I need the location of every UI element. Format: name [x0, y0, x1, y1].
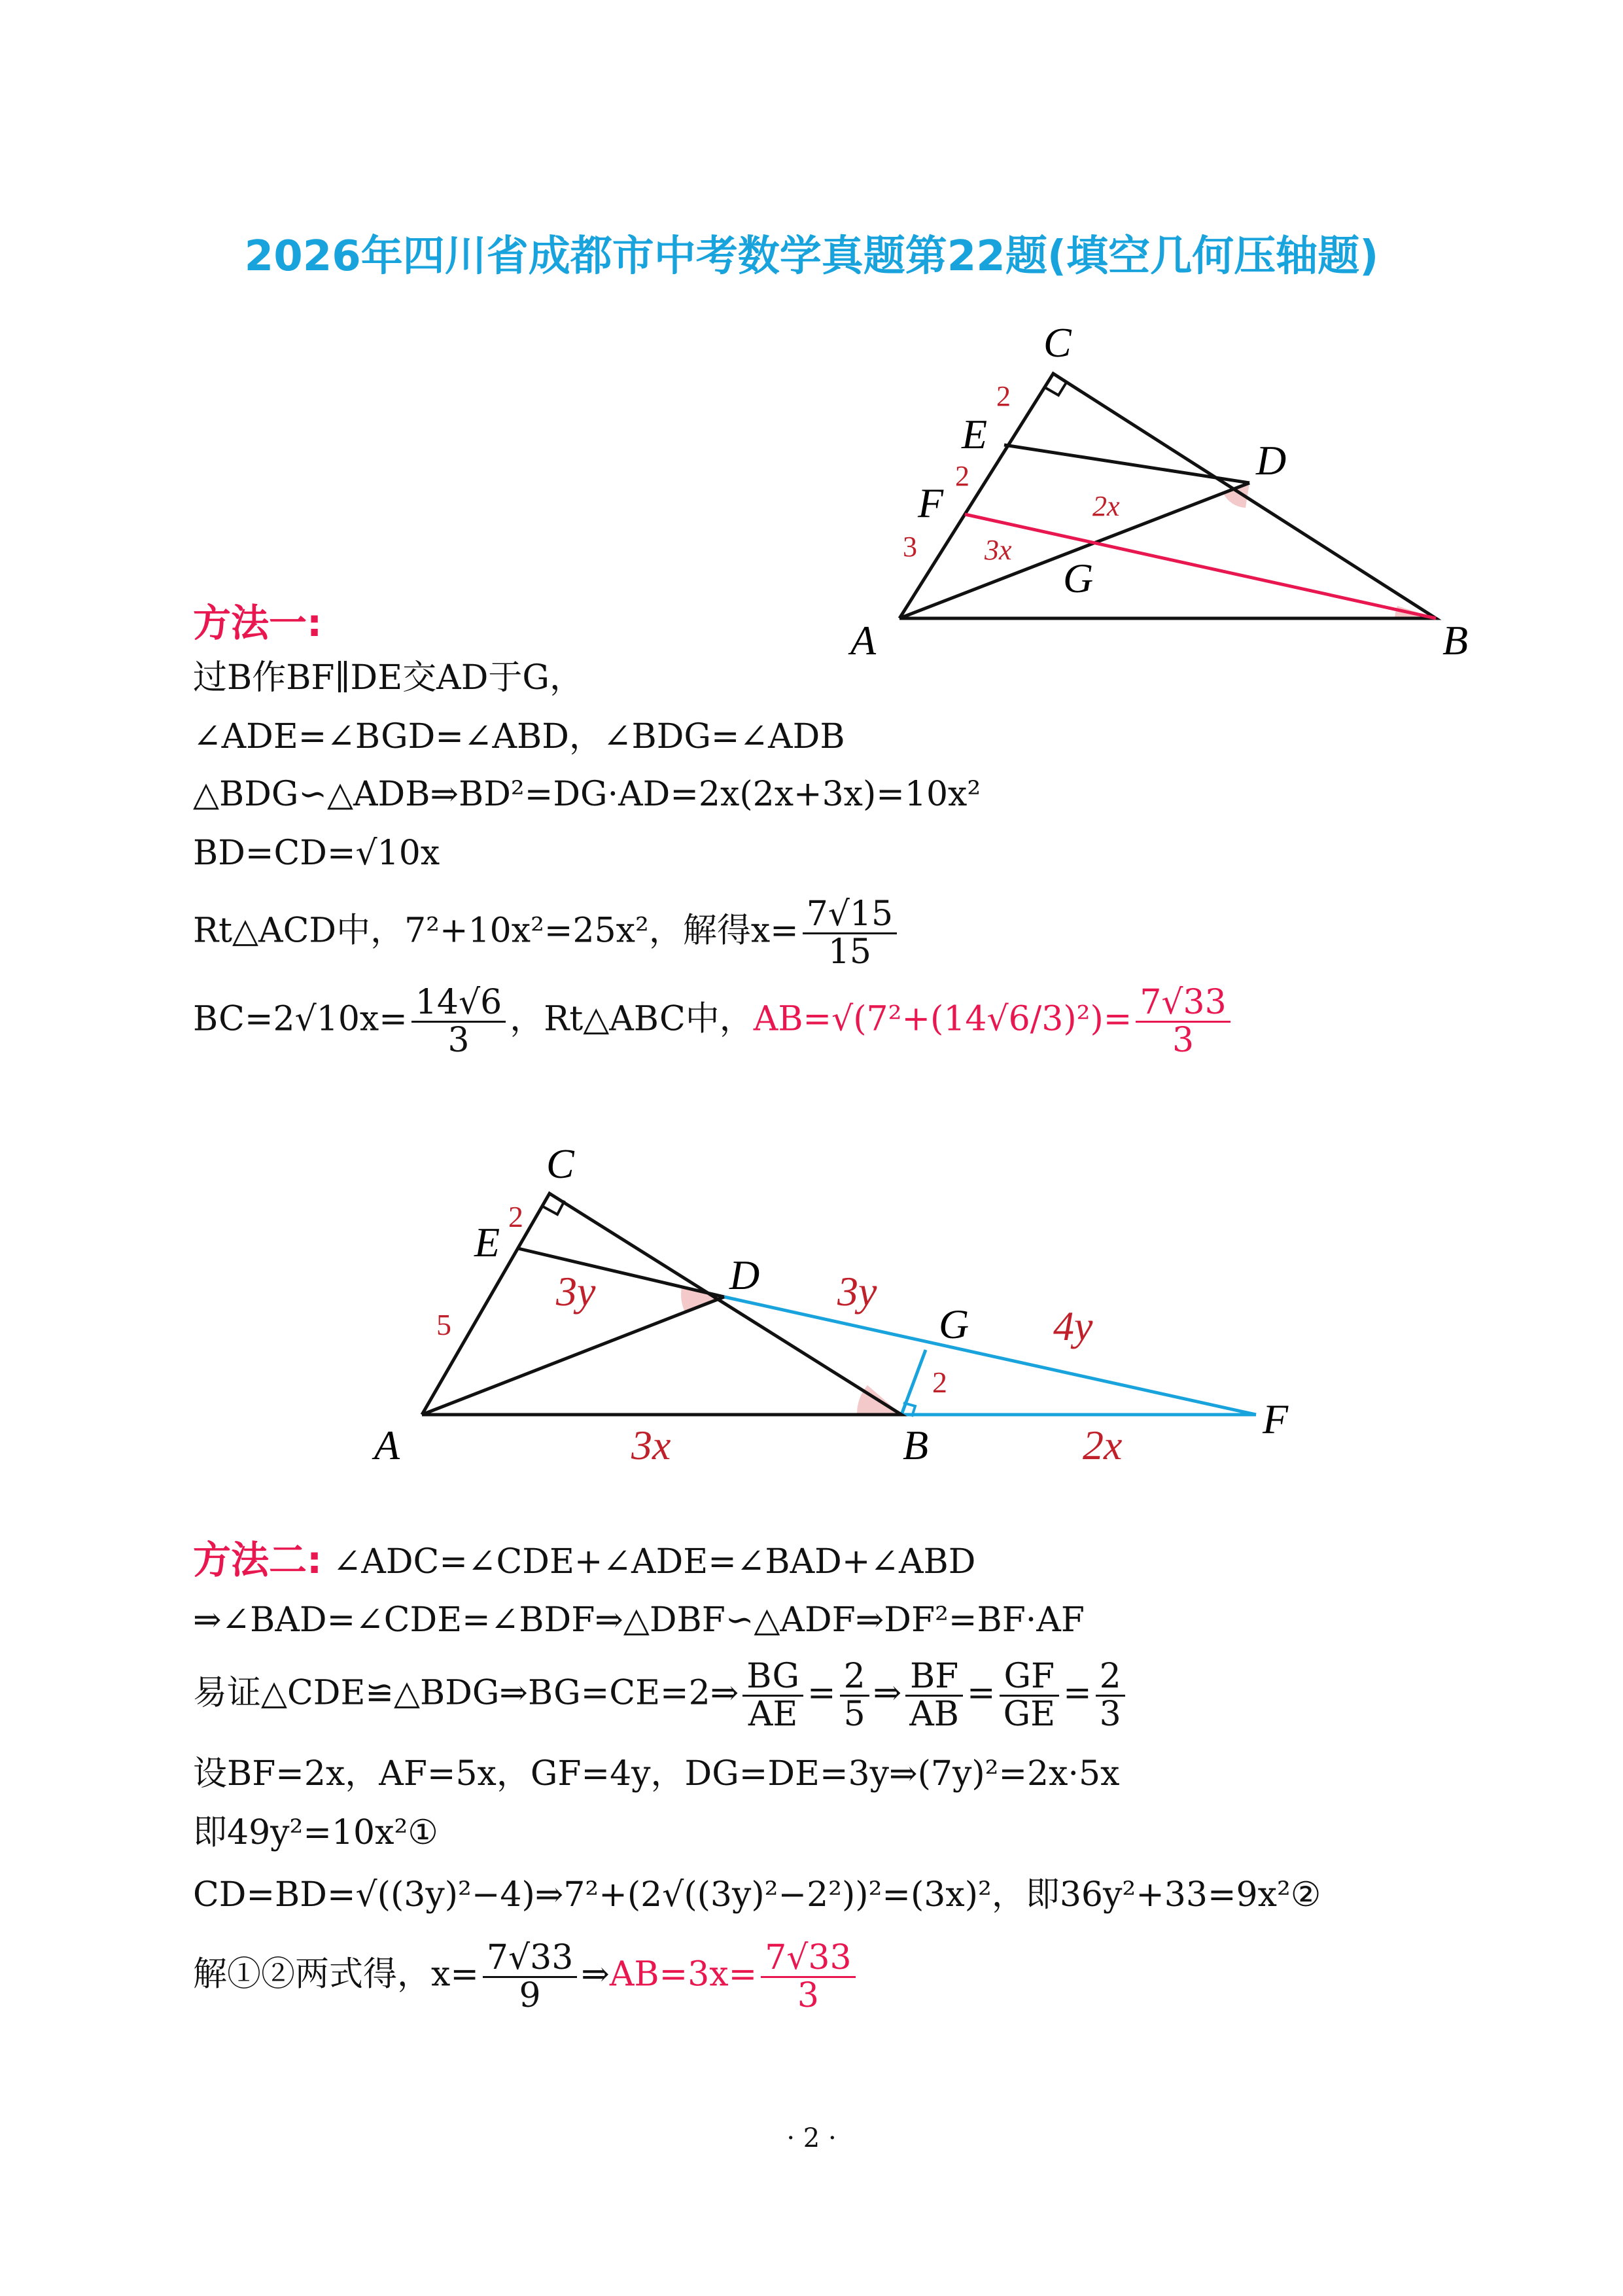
m2-line7-result: AB=3x= — [609, 1954, 758, 1994]
m2-line1 — [193, 1538, 976, 1582]
m1-line2-text: ∠ADE=∠BGD=∠ABD，∠BDG=∠ADB — [193, 717, 845, 756]
label-G: G — [1063, 555, 1094, 601]
page-number: · 2 · — [786, 2123, 837, 2153]
m1-line5 — [193, 896, 901, 970]
m1-line3-text: △BDG∽△ADB⇒BD²=DG·AD=2x(2x+3x)=10x² — [193, 775, 981, 814]
label-A: A — [850, 617, 877, 663]
figure-1 — [837, 314, 1557, 680]
m2-line6-text: CD=BD=√((3y)²−4)⇒7²+(2√((3y)²−2²))²=(3x)²，即36y²+33=9x²② — [193, 1875, 1321, 1915]
label-G: G — [939, 1301, 969, 1347]
seg-bf: 2x — [1083, 1422, 1123, 1468]
m2-frac-gf-ge: $\frac{GF}{GE}$ — [1000, 1659, 1060, 1732]
m2-line7 — [193, 1940, 860, 2013]
m2-line7-fraction: $\frac{7√33}{9}$ — [483, 1940, 577, 2013]
m2-line7-result-fraction: $\frac{7√33}{3}$ — [761, 1940, 855, 2013]
label-E: E — [474, 1219, 500, 1265]
m1-line4-text: BD=CD=√10x — [193, 834, 440, 873]
seg-ce: 2 — [996, 380, 1011, 412]
m2-line2 — [193, 1600, 1085, 1640]
m1-line2 — [193, 717, 845, 756]
m2-frac-bg-ae: $\frac{BG}{AE}$ — [742, 1659, 803, 1732]
seg-ga: 3x — [985, 534, 1012, 566]
seg-ed: 3y — [556, 1268, 596, 1315]
m2-line7-arrow: ⇒ — [581, 1954, 610, 1994]
m1-line5-fraction: $\frac{7√15}{15}$ — [803, 896, 897, 970]
m2-line7-text: 解①②两式得，x= — [193, 1954, 479, 1994]
label-A: A — [374, 1422, 400, 1468]
label-B: B — [903, 1422, 929, 1468]
m1-line4 — [193, 834, 440, 873]
m2-line1-text: ∠ADC=∠CDE+∠ADE=∠BAD+∠ABD — [332, 1542, 976, 1581]
m2-frac-bf-ab: $\frac{BF}{AB}$ — [905, 1659, 963, 1732]
seg-fa: 3 — [903, 531, 917, 563]
m1-line6-fraction: $\frac{14√6}{3}$ — [411, 985, 506, 1058]
seg-dg: 2x — [1092, 490, 1120, 522]
m2-line6 — [193, 1875, 1321, 1915]
figure-2 — [353, 1125, 1374, 1492]
m2-frac-2-5: $\frac{2}{5}$ — [840, 1659, 869, 1732]
m1-line3 — [193, 775, 981, 814]
m1-line6-result: AB=√(7²+(14√6/3)²)= — [753, 999, 1132, 1039]
label-D: D — [729, 1252, 760, 1298]
m1-line1 — [193, 658, 584, 698]
method2-heading: 方法二: — [193, 1538, 323, 1582]
m2-line3: 易证△CDE≌△BDG⇒BG=CE=2⇒ $\frac{BG}{AE}$ = $\frac{2}{5}$ ⇒ $\frac{BF}{AB}$ = $\frac{GF}{GE}$ = $\frac{2}{3}$ — [193, 1659, 1129, 1732]
m2-line3-text: 易证△CDE≌△BDG⇒BG=CE=2⇒ — [193, 1673, 739, 1713]
seg-ef: 2 — [955, 460, 969, 492]
m1-line1-text: 过B作BF∥DE交AD于G， — [193, 658, 584, 698]
m2-line4 — [193, 1754, 1120, 1793]
m1-line6 — [193, 985, 1234, 1058]
label-C: C — [546, 1140, 574, 1187]
label-D: D — [1256, 437, 1287, 484]
m2-line2-text: ⇒∠BAD=∠CDE=∠BDF⇒△DBF∽△ADF⇒DF²=BF·AF — [193, 1600, 1085, 1640]
page-title: 2026年四川省成都市中考数学真题第22题(填空几何压轴题) — [244, 232, 1379, 281]
label-F: F — [918, 480, 944, 526]
m1-line6-text: BC=2√10x= — [193, 999, 408, 1039]
label-C: C — [1043, 319, 1072, 366]
seg-gf: 4y — [1053, 1303, 1093, 1349]
m1-line6-mid: ，Rt△ABC中， — [510, 999, 754, 1039]
seg-ab: 3x — [631, 1422, 671, 1468]
method1-heading: 方法一: — [193, 601, 323, 645]
m1-line6-result-fraction: $\frac{7√33}{3}$ — [1136, 985, 1230, 1058]
m2-frac-2-3: $\frac{2}{3}$ — [1096, 1659, 1125, 1732]
label-B: B — [1442, 617, 1469, 663]
m2-line4-text: 设BF=2x，AF=5x，GF=4y，DG=DE=3y⇒(7y)²=2x·5x — [193, 1754, 1120, 1793]
seg-ea: 5 — [436, 1308, 451, 1341]
m2-line5-text: 即49y²=10x²① — [193, 1813, 438, 1852]
seg-bg: 2 — [932, 1366, 947, 1399]
m1-line5-text: Rt△ACD中，7²+10x²=25x²，解得x= — [193, 911, 799, 951]
label-E: E — [962, 411, 988, 457]
seg-ce: 2 — [508, 1200, 523, 1233]
label-F: F — [1263, 1396, 1289, 1442]
m2-line5 — [193, 1813, 438, 1852]
seg-dg: 3y — [837, 1268, 877, 1315]
